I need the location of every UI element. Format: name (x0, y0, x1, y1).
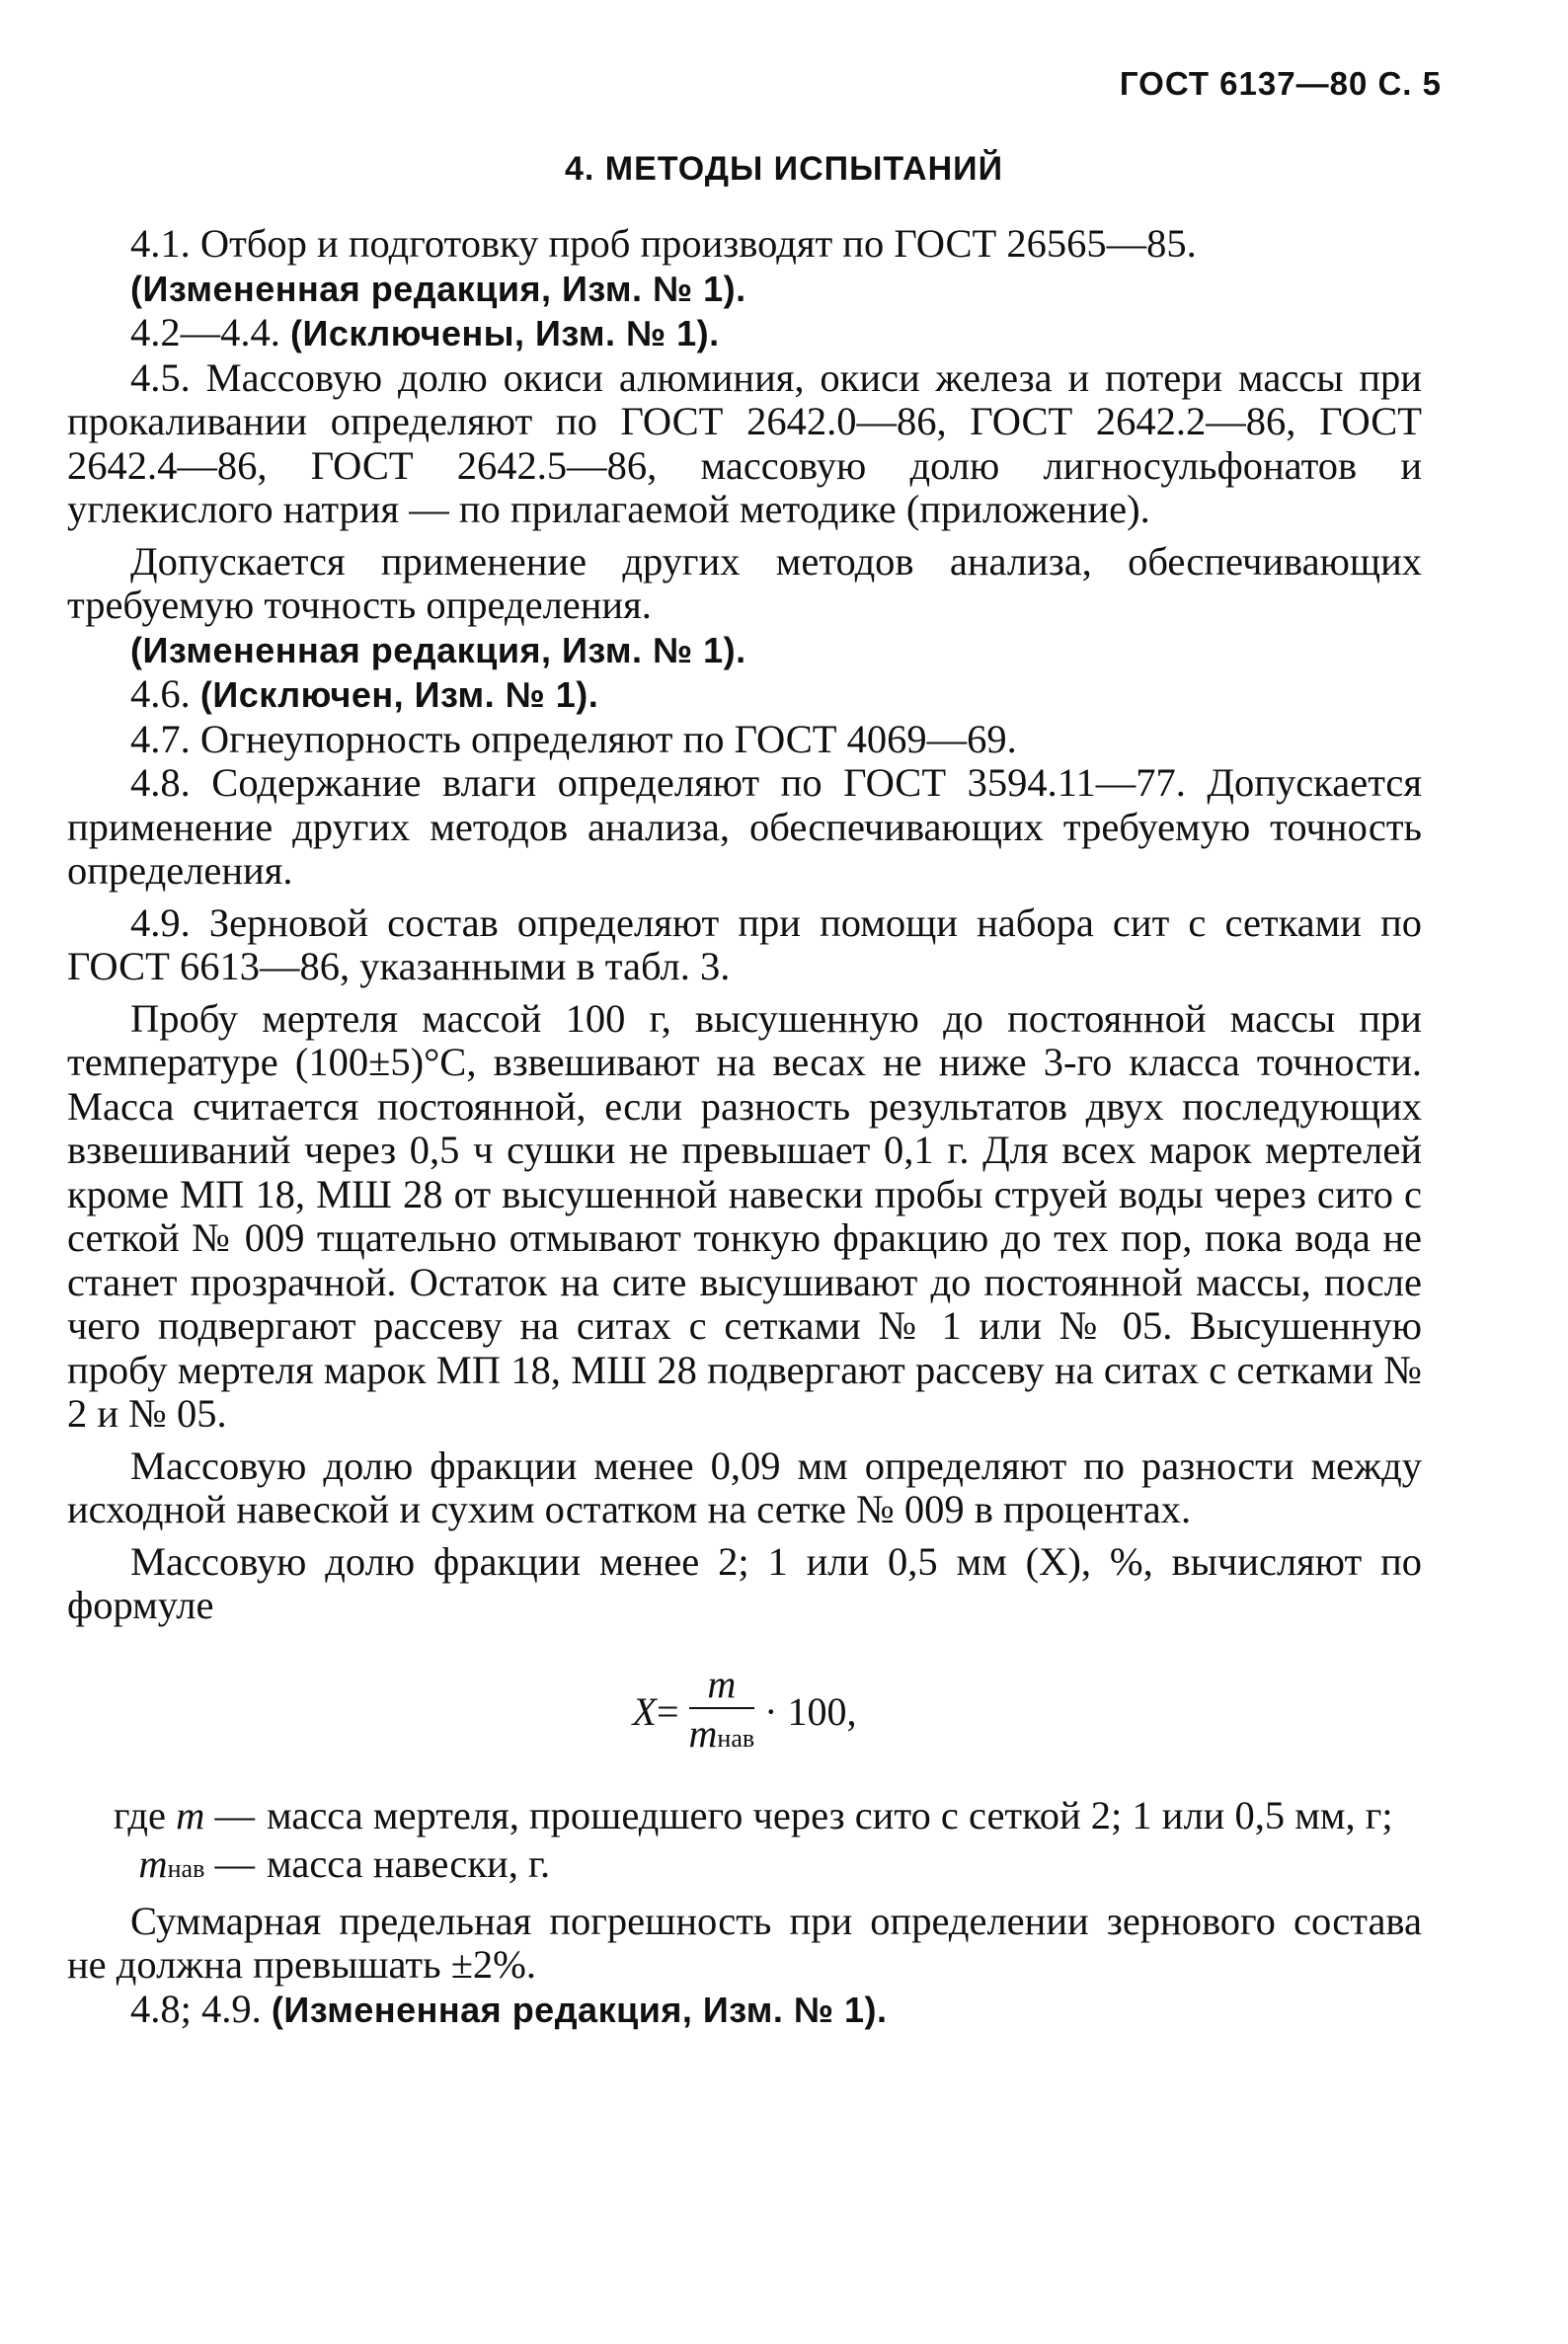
clause-4-5: 4.5. Массовую долю окиси алюминия, окиси железа и потери массы при прокаливании определяют по ГОСТ 2642.0—86, ГОСТ 2642.2—86, ГОСТ 2642.4—86, ГОСТ 2642.5—86, массовую долю лигносульфонатов и углекислого натрия — по прилагаемой методике (приложение). (67, 354, 1422, 531)
formula-denominator (689, 1709, 755, 1763)
section-title: 4. МЕТОДЫ ИСПЫТАНИЙ (565, 150, 1003, 188)
legend-symbol: m (176, 1792, 205, 1837)
clause-4-7: 4.7. Огнеупорность определяют по ГОСТ 4069—69. (130, 716, 1017, 761)
clause-number: 4.6. (130, 671, 191, 716)
formula-numerator: m (707, 1662, 737, 1706)
error-statement: Суммарная предельная погрешность при определении зернового состава не должна превышать ±2%. (67, 1898, 1422, 1987)
formula-rhs: · 100, (764, 1689, 857, 1735)
formula-equals: = (656, 1689, 679, 1735)
clause-4-6 (67, 672, 1422, 718)
amendment-note (67, 267, 1422, 312)
clause-4-9: 4.9. Зерновой состав определяют при помощи набора сит с сетками по ГОСТ 6613—86, указанными в табл. 3. (67, 899, 1422, 988)
amendment-text: (Измененная редакция, Изм. № 1). (130, 629, 746, 670)
clause-4-9-paragraph: Массовую долю фракции менее 0,09 мм определяют по разности между исходной навеской и сухим остатком на сетке № 009 в процентах. (67, 1443, 1422, 1531)
running-header: ГОСТ 6137—80 С. 5 (1119, 65, 1442, 102)
final-amendment (67, 1988, 1422, 2033)
clause-4-5-paragraph: Допускается применение других методов анализа, обеспечивающих требуемую точность определения. (67, 538, 1422, 627)
formula-lhs: X (632, 1689, 657, 1735)
document-body (67, 222, 1422, 2032)
clause-4-8: 4.8. Содержание влаги определяют по ГОСТ 3594.11—77. Допускается применение других методов анализа, обеспечивающих требуемую точность определения. (67, 760, 1422, 893)
legend-description: масса навески, г. (267, 1841, 551, 1886)
formula (67, 1658, 1422, 1768)
amendment-text: (Исключен, Изм. № 1). (199, 674, 599, 715)
clause-4-9-paragraph: Массовую долю фракции менее 2; 1 или 0,5 мм (X), %, вычисляют по формуле (67, 1538, 1422, 1627)
legend-symbol: m (138, 1841, 168, 1886)
clause-number: 4.2—4.4. (130, 310, 280, 354)
amendment-text: (Измененная редакция, Изм. № 1). (130, 268, 746, 309)
legend-term (67, 1842, 255, 1892)
formula-legend (67, 1794, 1422, 1892)
amendment-text: (Исключены, Изм. № 1). (290, 313, 720, 353)
clause-4-1: 4.1. Отбор и подготовку проб производят по ГОСТ 26565—85. (130, 221, 1197, 266)
legend-dash: — (204, 1792, 255, 1837)
legend-prefix: где (113, 1792, 177, 1837)
amendment-text: (Измененная редакция, Изм. № 1). (271, 1989, 888, 2030)
denominator-subscript: нав (717, 1724, 755, 1753)
amendment-note (67, 628, 1422, 673)
clause-4-9-paragraph: Пробу мертеля массой 100 г, высушенную до постоянной массы при температуре (100±5)°С, взвешивают на весах не ниже 3-го класса точности. Масса считается постоянной, если разность результатов двух последующих взвешиваний через 0,5 ч сушки не превышает 0,1 г. Для всех марок мертелей кроме МП 18, МШ 28 от высушенной навески пробы струей воды через сито с сеткой № 009 тщательно отмывают тонкую фракцию до тех пор, пока вода не станет прозрачной. Остаток на сите высушивают до постоянной массы, после чего подвергают рассеву на ситах с сетками № 1 или № 05. Высушенную пробу мертеля марок МП 18, МШ 28 подвергают рассеву на ситах с сетками № 2 и № 05. (67, 995, 1422, 1436)
clause-4-2-4-4 (67, 311, 1422, 356)
legend-dash: — (204, 1841, 255, 1886)
denominator-symbol: m (688, 1711, 718, 1756)
legend-description: масса мертеля, прошедшего через сито с сеткой 2; 1 или 0,5 мм, г; (267, 1792, 1393, 1837)
legend-term (67, 1794, 255, 1843)
formula-fraction (689, 1662, 755, 1763)
legend-subscript: нав (167, 1854, 205, 1883)
clause-number: 4.8; 4.9. (130, 1986, 262, 2031)
